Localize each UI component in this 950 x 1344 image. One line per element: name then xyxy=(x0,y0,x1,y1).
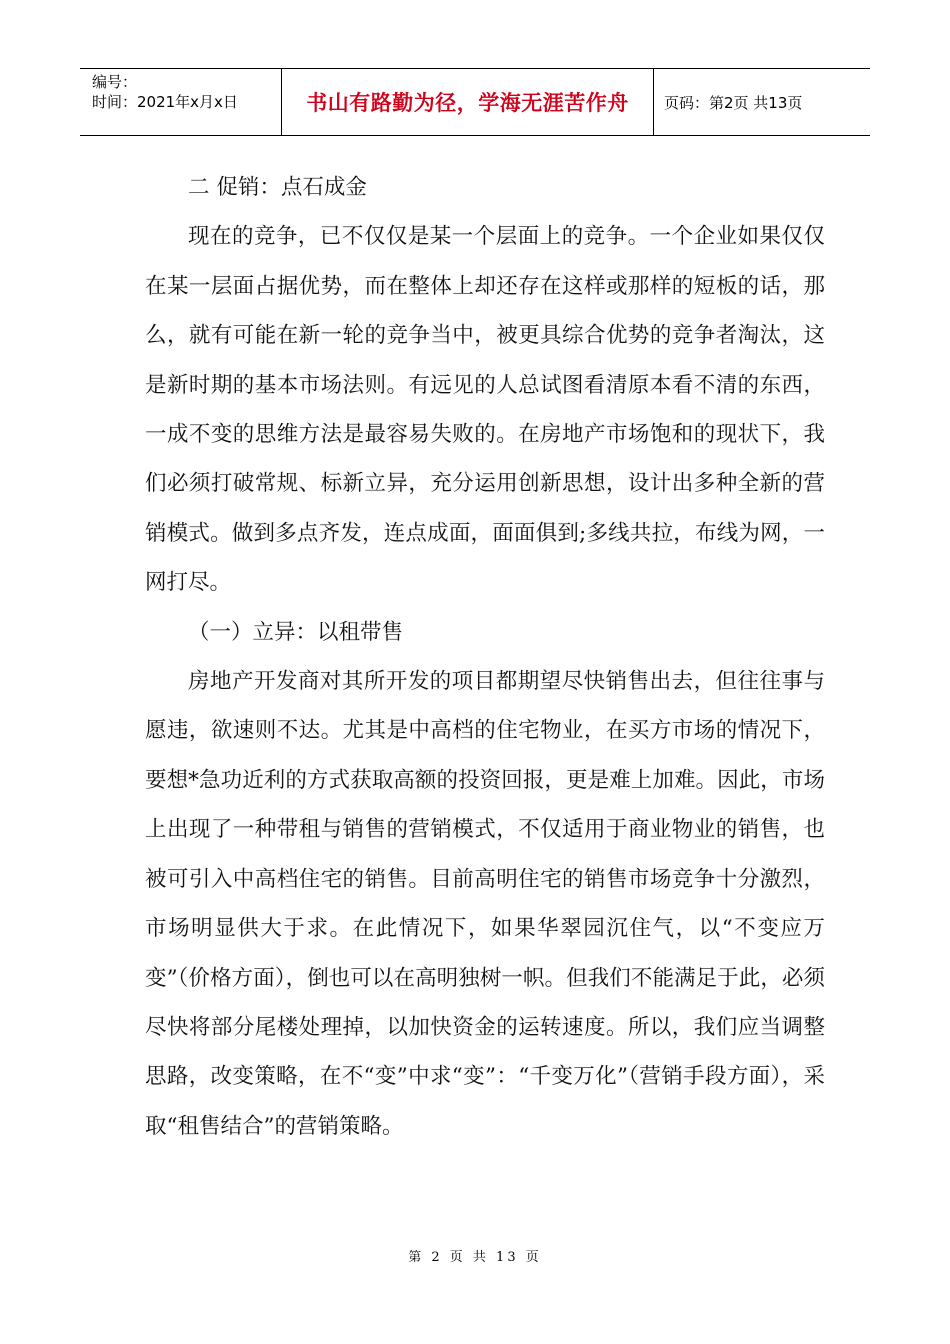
header-page-cell xyxy=(654,69,870,135)
page-info: 页码：第2页 共13页 xyxy=(664,93,803,112)
page-footer xyxy=(0,1246,950,1265)
section-title: 二 促销：点石成金 xyxy=(188,175,367,200)
serial-label: 编号： xyxy=(92,73,138,91)
footer-page-number: 第 2 页 共 13 页 xyxy=(408,1250,542,1265)
date-line: 时间：2021年x月x日 xyxy=(92,93,238,111)
motto-text: 书山有路勤为径，学海无涯苦作舟 xyxy=(306,91,629,115)
document-header xyxy=(80,68,870,136)
header-motto-cell xyxy=(282,69,654,135)
paragraph-rent-sale: 房地产开发商对其所开发的项目都期望尽快销售出去，但往往事与愿违，欲速则不达。尤其是中高档的住宅物业，在买方市场的情况下，要想*急功近利的方式获取高额的投资回报，更是难上加难。因此，市场上出现了一种带租与销售的营销模式，不仅适用于商业物业的销售，也被可引入中高档住宅的销售。目前高明住宅的销售市场竞争十分激烈，市场明显供大于求。在此情况下，如果华翠园沉住气，以“不变应万变”（价格方面），倒也可以在高明独树一帜。但我们不能满足于此，必须尽快将部分尾楼处理掉，以加快资金的运转速度。所以，我们应当调整思路，改变策略，在不“变”中求“变”：“千变万化”（营销手段方面），采取“租售结合”的营销策略。 xyxy=(145,669,825,1139)
header-meta-cell xyxy=(80,69,282,135)
subsection-title: （一）立异：以租带售 xyxy=(188,619,404,645)
paragraph-competition: 现在的竞争，已不仅仅是某一个层面上的竞争。一个企业如果仅仅在某一层面占据优势，而在整体上却还存在这样或那样的短板的话，那么，就有可能在新一轮的竞争当中，被更具综合优势的竞争者淘汰，这是新时期的基本市场法则。有远见的人总试图看清原本看不清的东西，一成不变的思维方法是最容易失败的。在房地产市场饱和的现状下，我们必须打破常规、标新立异，充分运用创新思想，设计出多种全新的营销模式。做到多点齐发，连点成面，面面俱到;多线共拉，布线为网，一网打尽。 xyxy=(145,224,825,596)
document-body xyxy=(145,163,825,1151)
